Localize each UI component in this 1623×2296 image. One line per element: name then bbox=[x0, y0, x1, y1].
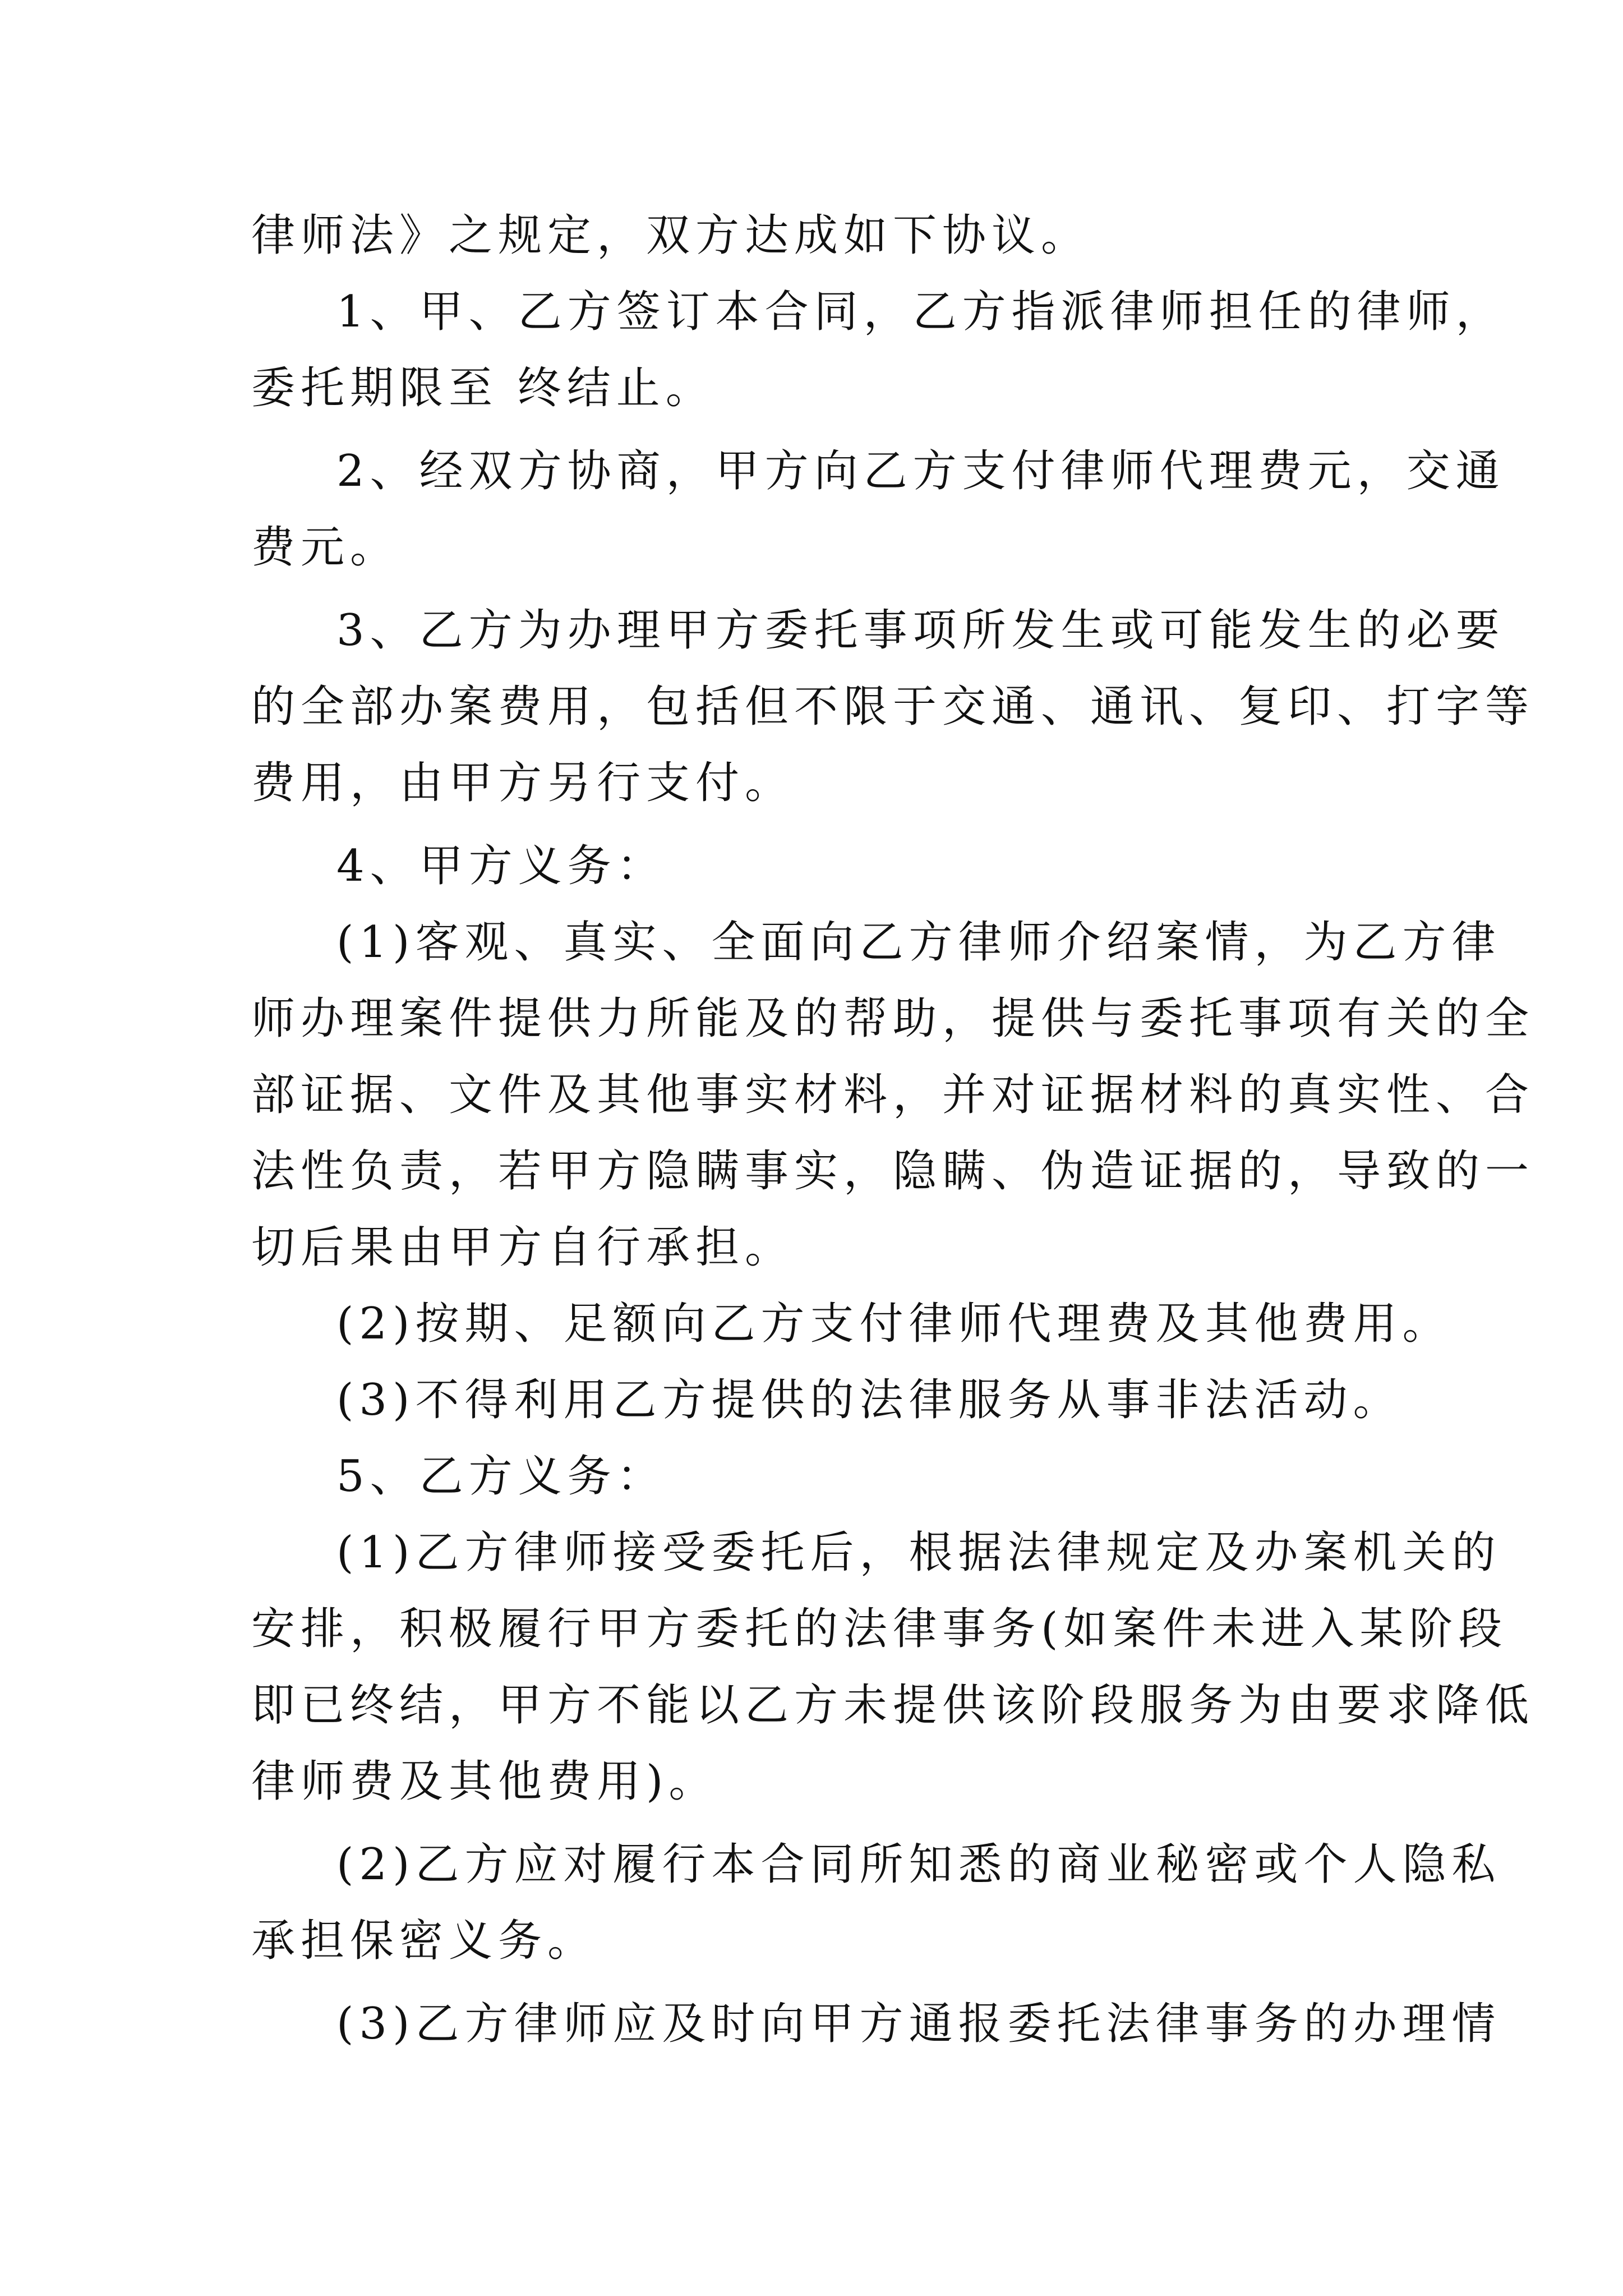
text-line: 安排，积极履行甲方委托的法律事务(如案件未进入某阶段 bbox=[251, 1604, 1508, 1654]
text-line: (2)按期、足额向乙方支付律师代理费及其他费用。 bbox=[336, 1299, 1452, 1349]
text-line: 律师费及其他费用)。 bbox=[251, 1756, 718, 1807]
text-line: 部证据、文件及其他事实材料，并对证据材料的真实性、合 bbox=[251, 1070, 1535, 1120]
text-line: (1)乙方律师接受委托后，根据法律规定及办案机关的 bbox=[336, 1527, 1501, 1578]
text-line: 法性负责，若甲方隐瞒事实，隐瞒、伪造证据的，导致的一 bbox=[251, 1146, 1535, 1197]
text-line: 师办理案件提供力所能及的帮助，提供与委托事项有关的全 bbox=[251, 993, 1535, 1044]
text-line: 的全部办案费用，包括但不限于交通、通讯、复印、打字等 bbox=[251, 682, 1535, 732]
text-line: 切后果由甲方自行承担。 bbox=[251, 1222, 795, 1273]
text-line: 5、乙方义务： bbox=[336, 1451, 666, 1502]
text-line: 3、乙方为办理甲方委托事项所发生或可能发生的必要 bbox=[336, 605, 1505, 656]
text-line: (1)客观、真实、全面向乙方律师介绍案情，为乙方律 bbox=[336, 917, 1501, 968]
text-line: (2)乙方应对履行本合同所知悉的商业秘密或个人隐私 bbox=[336, 1839, 1501, 1890]
text-line: 委托期限至 终结止。 bbox=[251, 363, 715, 413]
text-line: 即已终结，甲方不能以乙方未提供该阶段服务为由要求降低 bbox=[251, 1680, 1535, 1731]
text-line: 费用，由甲方另行支付。 bbox=[251, 758, 795, 808]
text-line: 2、经双方协商，甲方向乙方支付律师代理费元，交通 bbox=[336, 446, 1505, 496]
text-line: (3)乙方律师应及时向甲方通报委托法律事务的办理情 bbox=[336, 1999, 1501, 2049]
text-line: 承担保密义务。 bbox=[251, 1916, 597, 1966]
text-line: 4、甲方义务： bbox=[336, 841, 666, 891]
text-line: 费元。 bbox=[251, 522, 400, 573]
text-line: 律师法》之规定，双方达成如下协议。 bbox=[251, 210, 1091, 261]
text-line: 1、甲、乙方签订本合同，乙方指派律师担任的律师， bbox=[336, 287, 1505, 337]
text-line: (3)不得利用乙方提供的法律服务从事非法活动。 bbox=[336, 1375, 1403, 1425]
